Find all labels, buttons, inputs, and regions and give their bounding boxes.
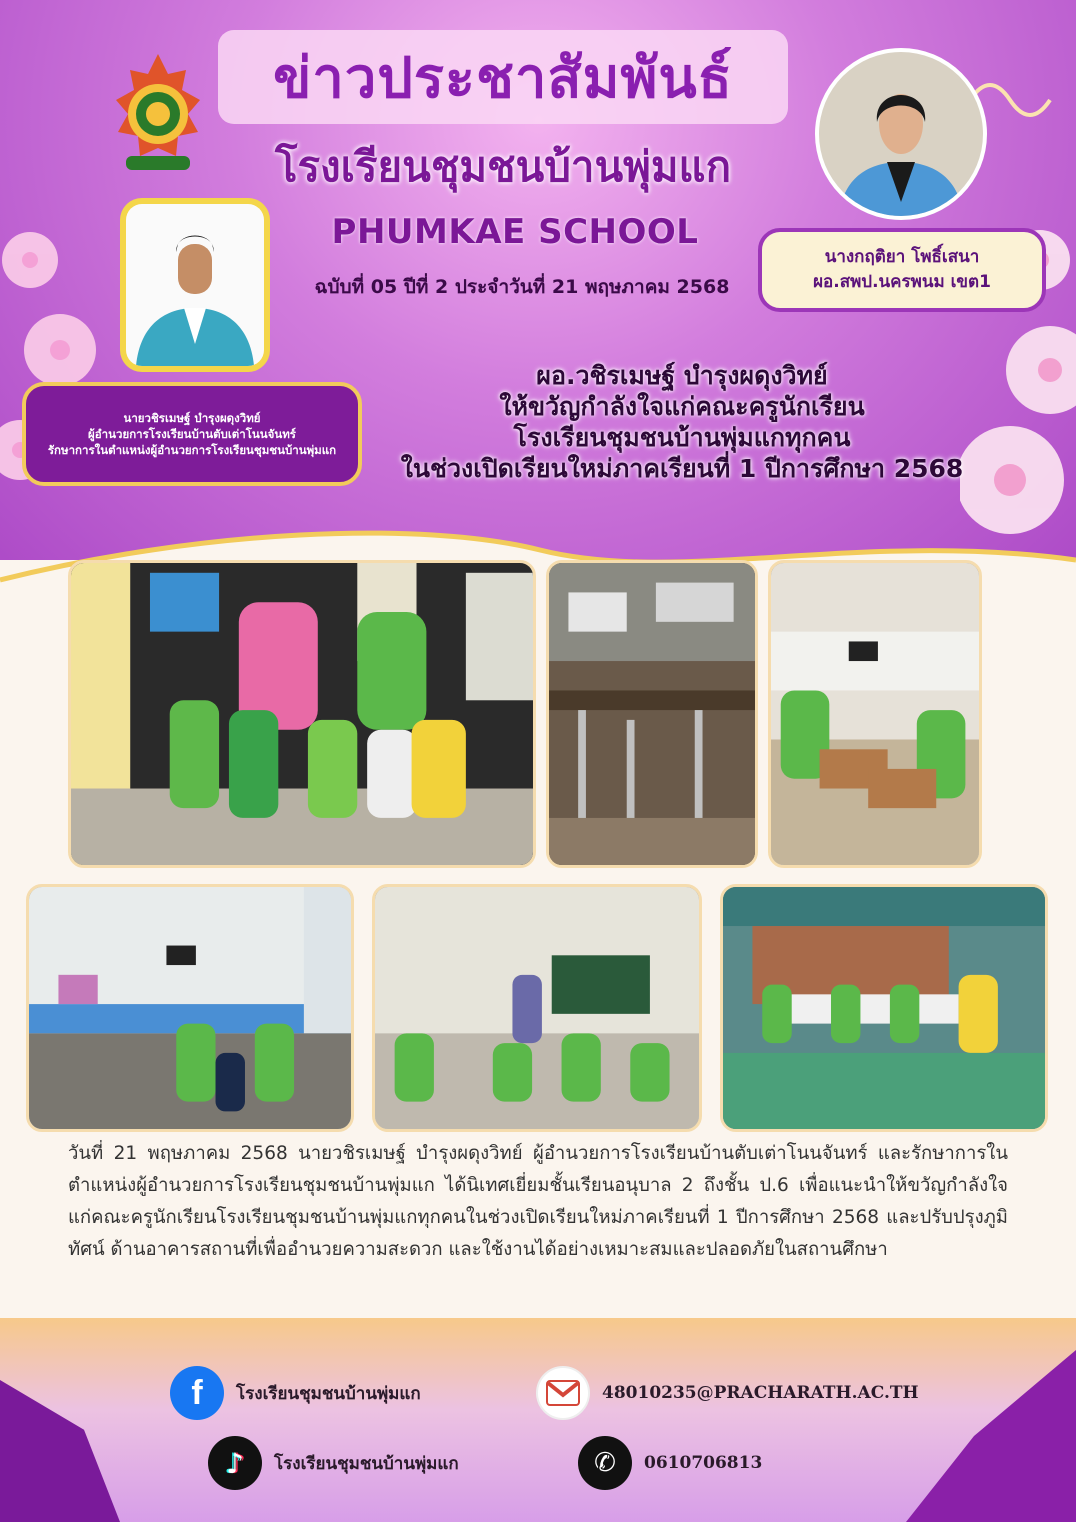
article-body-text: วันที่ 21 พฤษภาคม 2568 นายวชิรเมษฐ์ บำรุงผดุงวิทย์ ผู้อำนวยการโรงเรียนบ้านตับเต่าโนนจันทร์ และรักษาการในตำแหน่งผู้อำนวยการโรงเรียนชุมชนบ้านพุ่มแก ได้นิเทศเยี่ยมชั้นเรียนอนุบาล 2 ถึงชั้น ป.6 เพื่อแนะนำให้ขวัญกำลังใจแก่คณะครูนักเรียนโรงเรียนชุมชนบ้านพุ่มแกทุกคนในช่วงเปิดเรียนใหม่ภาคเรียนที่ 1 ปีการศึกษา 2568 และปรับปรุงภูมิทัศน์ ด้านอาคารสถานที่เพื่ออำนวยความสะดวก และใช้งานได้อย่างเหมาะสมและปลอดภัยในสถานศึกษา	[68, 1143, 1008, 1260]
email-label: 48010235@PRACHARATH.AC.TH	[602, 1383, 919, 1403]
director-name-card	[22, 382, 362, 486]
headline	[372, 360, 992, 484]
tiktok-label: โรงเรียนชุมชนบ้านพุ่มแก	[274, 1453, 459, 1474]
headline-line: ในช่วงเปิดเรียนใหม่ภาคเรียนที่ 1 ปีการศึกษา 2568	[400, 454, 964, 483]
director-acting-position: รักษาการในตำแหน่งผู้อำนวยการโรงเรียนชุมชนบ้านพุ่มแก	[47, 443, 337, 457]
facebook-icon: f	[170, 1366, 224, 1420]
headline-line: โรงเรียนชุมชนบ้านพุ่มแกทุกคน	[513, 423, 851, 452]
newsletter-title-box	[218, 30, 788, 124]
phone-icon: ✆	[578, 1436, 632, 1490]
photo-classroom-kindergarten	[68, 560, 536, 868]
contact-email[interactable]	[536, 1366, 919, 1420]
area-director-name-card	[758, 228, 1046, 312]
tiktok-icon: ♪	[208, 1436, 262, 1490]
portrait-area-director	[815, 48, 987, 220]
photo-classroom-blackboard	[372, 884, 702, 1132]
photo-classroom-students-desks	[768, 560, 982, 868]
area-director-position: ผอ.สพป.นครพนม เขต1	[813, 272, 991, 292]
school-name-english: PHUMKAE SCHOOL	[331, 212, 699, 252]
director-position: ผู้อำนวยการโรงเรียนบ้านตับเต่าโนนจันทร์	[88, 427, 296, 441]
issue-line: ฉบับที่ 05 ปีที่ 2 ประจำวันที่ 21 พฤษภาคม 2568	[314, 276, 730, 298]
facebook-label: โรงเรียนชุมชนบ้านพุ่มแก	[236, 1383, 421, 1404]
headline-line: ให้ขวัญกำลังใจแก่คณะครูนักเรียน	[499, 392, 865, 421]
photo-roof-renovation	[546, 560, 758, 868]
school-emblem-logo	[112, 52, 204, 176]
article-body	[68, 1138, 1008, 1266]
footer-background	[0, 1318, 1076, 1522]
contact-facebook[interactable]	[170, 1366, 421, 1420]
newsletter-title: ข่าวประชาสัมพันธ์	[273, 44, 733, 111]
portrait-director	[120, 198, 270, 372]
gmail-icon	[536, 1366, 590, 1420]
area-director-name: นางกฤติยา โพธิ์เสนา	[824, 247, 980, 267]
photo-classroom-group-work	[720, 884, 1048, 1132]
phone-label: 0610706813	[644, 1453, 763, 1473]
school-name-thai: โรงเรียนชุมชนบ้านพุ่มแก	[274, 142, 732, 191]
contact-tiktok[interactable]	[208, 1436, 459, 1490]
photo-classroom-teacher-desk	[26, 884, 354, 1132]
director-name: นายวชิรเมษฐ์ บำรุงผดุงวิทย์	[123, 411, 261, 425]
headline-line: ผอ.วชิรเมษฐ์ บำรุงผดุงวิทย์	[536, 361, 828, 390]
contact-phone[interactable]	[578, 1436, 762, 1490]
